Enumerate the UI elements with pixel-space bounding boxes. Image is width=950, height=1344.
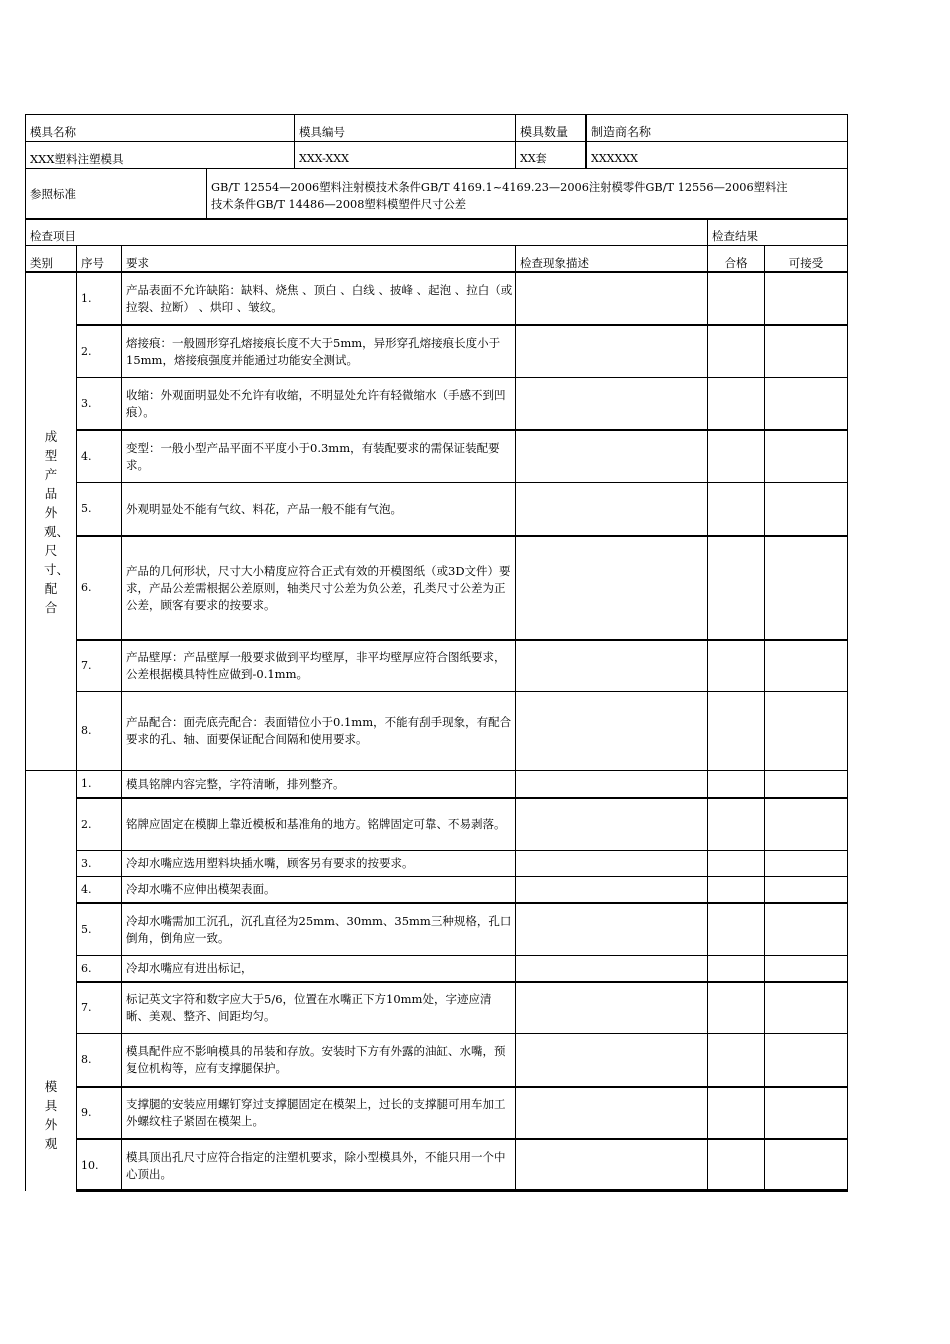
row-no: 10. bbox=[76, 1138, 122, 1192]
row-pass-cell bbox=[707, 429, 765, 483]
row-desc-cell bbox=[515, 955, 708, 982]
col-accept: 可接受 bbox=[764, 245, 848, 273]
row-requirement: 冷却水嘴需加工沉孔，沉孔直径为25mm、30mm、35mm三种规格，孔口倒角，倒角应一致。 bbox=[121, 902, 516, 956]
row-accept-cell bbox=[764, 482, 848, 536]
row-pass-cell bbox=[707, 850, 765, 877]
row-desc-cell bbox=[515, 1138, 708, 1192]
std-line-1: GB/T 12554—2006塑料注射模技术条件GB/T 4169.1~4169.23—2006注射模零件GB/T 12556—2006塑料注 bbox=[211, 181, 788, 194]
row-accept-cell bbox=[764, 377, 848, 430]
row-accept-cell bbox=[764, 1033, 848, 1087]
row-requirement: 冷却水嘴应选用塑料块插水嘴，顾客另有要求的按要求。 bbox=[121, 850, 516, 877]
row-accept-cell bbox=[764, 324, 848, 378]
row-no: 6. bbox=[76, 955, 122, 982]
row-requirement: 冷却水嘴不应伸出模架表面。 bbox=[121, 876, 516, 903]
row-requirement: 模具铭牌内容完整，字符清晰，排列整齐。 bbox=[121, 770, 516, 798]
check-items-label: 检查项目 bbox=[25, 219, 708, 246]
row-desc-cell bbox=[515, 981, 708, 1034]
col-desc: 检查现象描述 bbox=[515, 245, 708, 273]
row-requirement: 产品的几何形状，尺寸大小精度应符合正式有效的开模图纸（或3D文件）要求，产品公差需根据公差原则，轴类尺寸公差为负公差，孔类尺寸公差为正公差，顾客有要求的按要求。 bbox=[121, 535, 516, 640]
std-line-2: 技术条件GB/T 14486—2008塑料模塑件尺寸公差 bbox=[211, 198, 467, 211]
row-desc-cell bbox=[515, 797, 708, 851]
row-accept-cell bbox=[764, 876, 848, 903]
row-desc-cell bbox=[515, 639, 708, 692]
row-requirement: 模具配件应不影响模具的吊装和存放。安装时下方有外露的油缸、水嘴，预复位机构等，应有支撑腿保护。 bbox=[121, 1033, 516, 1087]
row-desc-cell bbox=[515, 535, 708, 640]
row-pass-cell bbox=[707, 1138, 765, 1192]
row-requirement: 冷却水嘴应有进出标记， bbox=[121, 955, 516, 982]
row-no: 1. bbox=[76, 272, 122, 325]
row-pass-cell bbox=[707, 797, 765, 851]
row-desc-cell bbox=[515, 770, 708, 798]
row-pass-cell bbox=[707, 639, 765, 692]
mold-name-value: XXX塑料注塑模具 bbox=[25, 141, 295, 169]
row-desc-cell bbox=[515, 902, 708, 956]
col-req: 要求 bbox=[121, 245, 516, 273]
row-requirement: 支撑腿的安装应用螺钉穿过支撑腿固定在模架上，过长的支撑腿可用车加工外螺纹柱子紧固在模架上。 bbox=[121, 1086, 516, 1139]
row-desc-cell bbox=[515, 850, 708, 877]
row-requirement: 收缩：外观面明显处不允许有收缩，不明显处允许有轻微缩水（手感不到凹痕）。 bbox=[121, 377, 516, 430]
row-pass-cell bbox=[707, 876, 765, 903]
row-requirement: 模具顶出孔尺寸应符合指定的注塑机要求，除小型模具外，不能只用一个中心顶出。 bbox=[121, 1138, 516, 1192]
row-no: 2. bbox=[76, 324, 122, 378]
row-pass-cell bbox=[707, 770, 765, 798]
row-accept-cell bbox=[764, 955, 848, 982]
row-pass-cell bbox=[707, 955, 765, 982]
row-desc-cell bbox=[515, 377, 708, 430]
row-accept-cell bbox=[764, 850, 848, 877]
check-result-label: 检查结果 bbox=[707, 219, 848, 246]
row-no: 7. bbox=[76, 639, 122, 692]
row-accept-cell bbox=[764, 981, 848, 1034]
row-desc-cell bbox=[515, 1033, 708, 1087]
row-pass-cell bbox=[707, 1033, 765, 1087]
row-pass-cell bbox=[707, 482, 765, 536]
category-molded-product: 成型产品外观、尺寸、配合 bbox=[25, 272, 77, 771]
row-pass-cell bbox=[707, 272, 765, 325]
row-pass-cell bbox=[707, 324, 765, 378]
row-requirement: 外观明显处不能有气纹、料花，产品一般不能有气泡。 bbox=[121, 482, 516, 536]
col-category: 类别 bbox=[25, 245, 77, 273]
row-no: 6. bbox=[76, 535, 122, 640]
row-no: 8. bbox=[76, 1033, 122, 1087]
std-label: 参照标准 bbox=[25, 168, 207, 220]
row-accept-cell bbox=[764, 1086, 848, 1139]
row-accept-cell bbox=[764, 272, 848, 325]
mold-name-label: 模具名称 bbox=[25, 114, 295, 142]
mold-qty-label: 模具数量 bbox=[515, 114, 587, 142]
row-pass-cell bbox=[707, 535, 765, 640]
row-desc-cell bbox=[515, 272, 708, 325]
row-requirement: 标记英文字符和数字应大于5/6，位置在水嘴正下方10mm处，字迹应清晰、美观、整齐、间距均匀。 bbox=[121, 981, 516, 1034]
row-requirement: 变型：一般小型产品平面不平度小于0.3mm，有装配要求的需保证装配要求。 bbox=[121, 429, 516, 483]
row-accept-cell bbox=[764, 535, 848, 640]
row-accept-cell bbox=[764, 639, 848, 692]
row-requirement: 熔接痕：一般圆形穿孔熔接痕长度不大于5mm，异形穿孔熔接痕长度小于15mm，熔接痕强度并能通过功能安全测试。 bbox=[121, 324, 516, 378]
row-pass-cell bbox=[707, 1086, 765, 1139]
row-accept-cell bbox=[764, 429, 848, 483]
row-requirement: 产品表面不允许缺陷：缺料、烧焦 、顶白 、白线 、披峰 、起泡 、拉白（或拉裂、拉断） 、烘印 、皱纹。 bbox=[121, 272, 516, 325]
mold-no-label: 模具编号 bbox=[294, 114, 516, 142]
row-accept-cell bbox=[764, 691, 848, 771]
row-no: 9. bbox=[76, 1086, 122, 1139]
row-desc-cell bbox=[515, 691, 708, 771]
row-requirement: 产品配合：面壳底壳配合：表面错位小于0.1mm，不能有刮手现象，有配合要求的孔、轴、面要保证配合间隔和使用要求。 bbox=[121, 691, 516, 771]
row-no: 4. bbox=[76, 429, 122, 483]
row-no: 8. bbox=[76, 691, 122, 771]
row-no: 4. bbox=[76, 876, 122, 903]
row-pass-cell bbox=[707, 981, 765, 1034]
row-desc-cell bbox=[515, 876, 708, 903]
std-text bbox=[206, 168, 848, 220]
row-requirement: 铭牌应固定在模脚上靠近模板和基准角的地方。铭牌固定可靠、不易剥落。 bbox=[121, 797, 516, 851]
category-mold-appearance: 模具外观 bbox=[25, 770, 77, 1191]
mold-qty-value: XX套 bbox=[515, 141, 587, 169]
row-no: 7. bbox=[76, 981, 122, 1034]
col-no: 序号 bbox=[76, 245, 122, 273]
row-accept-cell bbox=[764, 797, 848, 851]
row-requirement: 产品壁厚：产品壁厚一般要求做到平均壁厚，非平均壁厚应符合图纸要求，公差根据模具特性应做到-0.1mm。 bbox=[121, 639, 516, 692]
row-no: 3. bbox=[76, 850, 122, 877]
row-accept-cell bbox=[764, 1138, 848, 1192]
row-pass-cell bbox=[707, 902, 765, 956]
mold-no-value: XXX-XXX bbox=[294, 141, 516, 169]
row-no: 2. bbox=[76, 797, 122, 851]
row-accept-cell bbox=[764, 902, 848, 956]
maker-value: XXXXXX bbox=[586, 141, 848, 169]
row-no: 5. bbox=[76, 902, 122, 956]
row-no: 5. bbox=[76, 482, 122, 536]
row-accept-cell bbox=[764, 770, 848, 798]
row-no: 1. bbox=[76, 770, 122, 798]
row-desc-cell bbox=[515, 429, 708, 483]
row-desc-cell bbox=[515, 482, 708, 536]
row-desc-cell bbox=[515, 324, 708, 378]
row-no: 3. bbox=[76, 377, 122, 430]
row-pass-cell bbox=[707, 691, 765, 771]
maker-label: 制造商名称 bbox=[586, 114, 848, 142]
row-pass-cell bbox=[707, 377, 765, 430]
row-desc-cell bbox=[515, 1086, 708, 1139]
col-pass: 合格 bbox=[707, 245, 765, 273]
